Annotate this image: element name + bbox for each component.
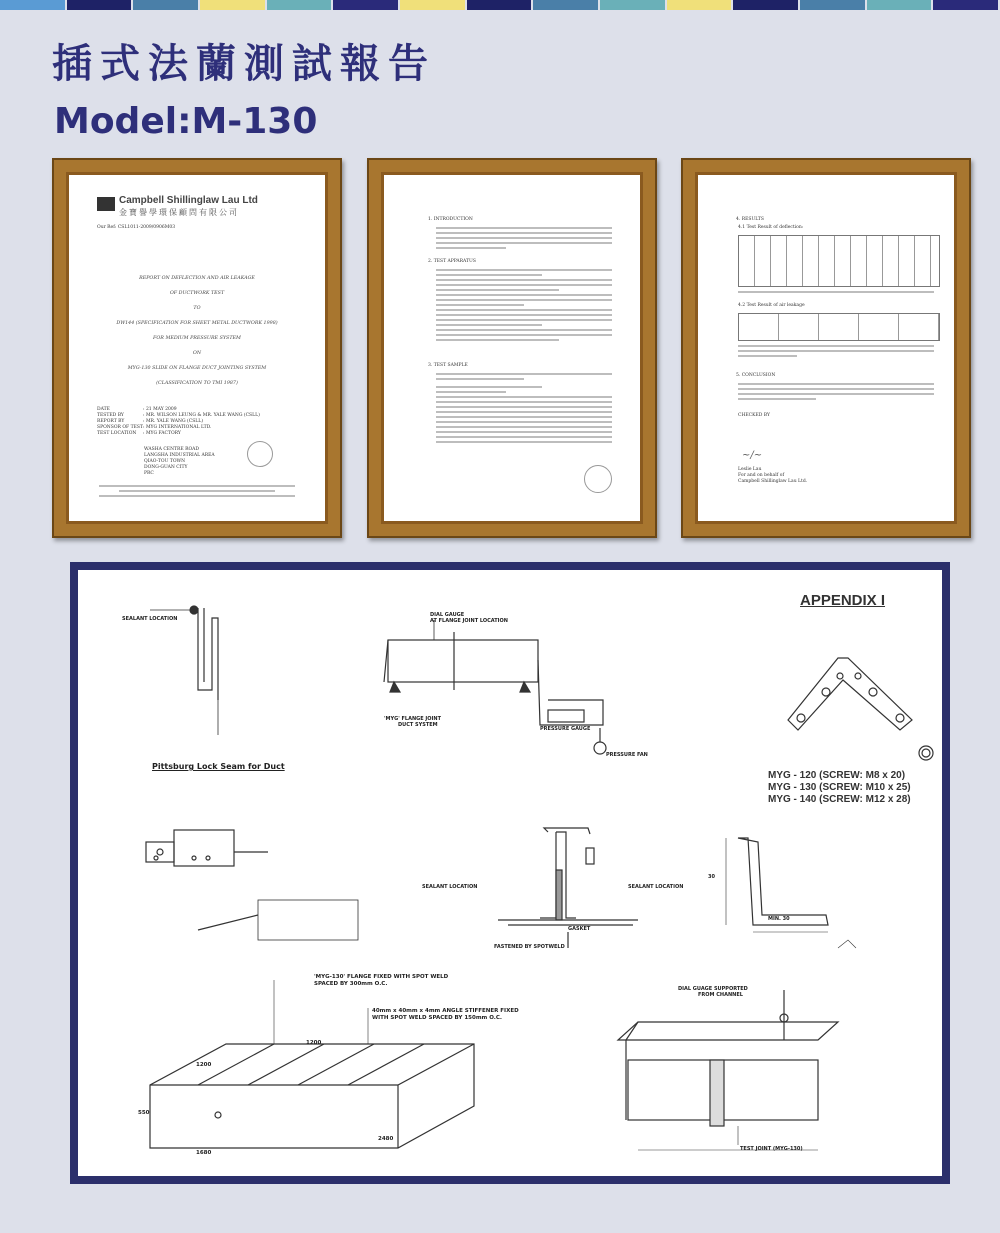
sample-text [436, 373, 612, 446]
address-line: DONG-GUAN CITY [144, 465, 188, 470]
report-page-2 [384, 175, 640, 521]
section-conclusion: 5. CONCLUSION [736, 373, 776, 378]
section-apparatus: 2. TEST APPARATUS [428, 259, 476, 264]
page-title-chinese: 插式法蘭測試報告 [52, 41, 436, 87]
top-bar-segment [400, 0, 465, 10]
top-bar-segment [800, 0, 865, 10]
address-line: QIAO-TOU TOWN [144, 459, 186, 464]
top-bar-segment [600, 0, 665, 10]
top-bar-segment [933, 0, 998, 10]
apparatus-text [436, 269, 612, 344]
leakage-note [738, 345, 934, 360]
label-flange-fixed: 'MYG-130' FLANGE FIXED WITH SPOT WELD [314, 974, 449, 980]
top-bar-segment [67, 0, 132, 10]
label-dial-supported: DIAL GUAGE SUPPORTED [678, 986, 748, 992]
technical-drawings [78, 570, 942, 1176]
top-bar-segment [533, 0, 598, 10]
model-screw-item: MYG - 140 (SCREW: M12 x 28) [768, 794, 911, 805]
label-gasket: GASKET [568, 926, 591, 932]
field-value: : MYG INTERNATIONAL LTD. [143, 425, 212, 430]
deflection-note [738, 291, 934, 296]
field-key: SPONSOR OF TEST [97, 425, 143, 430]
label-dial-gauge: DIAL GAUGE [430, 612, 465, 618]
company-stamp-icon [247, 441, 273, 467]
label-angle-stiffener: 40mm x 40mm x 4mm ANGLE STIFFENER FIXED [372, 1008, 519, 1014]
dimension-1680: 1680 [196, 1150, 212, 1156]
top-bar-segment [867, 0, 932, 10]
model-screw-list [768, 770, 911, 806]
top-bar-segment [467, 0, 532, 10]
report-heading-line: FOR MEDIUM PRESSURE SYSTEM [153, 336, 241, 341]
report-cover-page [69, 175, 325, 521]
label-angle-spacing: WITH SPOT WELD SPACED BY 150mm O.C. [372, 1015, 502, 1021]
report-heading-line: (CLASSIFICATION TO TMI 1987) [156, 381, 238, 386]
dimension-2480: 2480 [378, 1136, 394, 1142]
report-fields [97, 407, 305, 437]
label-thirty: 30 [708, 874, 715, 880]
top-bar-segment [667, 0, 732, 10]
top-bar-segment [267, 0, 332, 10]
checked-by-label: CHECKED BY [738, 413, 770, 418]
top-bar-segment [133, 0, 198, 10]
company-name: Campbell Shillinglaw Lau Ltd [119, 195, 258, 206]
test-location-address [144, 447, 215, 477]
top-bar-segment [200, 0, 265, 10]
certificate-frame-3 [681, 158, 971, 538]
intro-text [436, 227, 612, 252]
leakage-table [738, 313, 940, 341]
label-sealant-location: SEALANT LOCATION [122, 616, 178, 622]
report-heading [89, 275, 305, 395]
address-line: WASHA CENTRE ROAD [144, 447, 200, 452]
label-min30: MIN. 30 [768, 916, 790, 922]
field-key: DATE [97, 407, 110, 412]
report-heading-line: ON [192, 351, 202, 356]
dimension-1200-top: 1200 [306, 1040, 322, 1046]
top-bar-segment [733, 0, 798, 10]
label-pressure-fan: PRESSURE FAN [606, 752, 648, 758]
company-logo-icon [97, 197, 115, 211]
report-heading-line: DW144 (SPECIFICATION FOR SHEET METAL DUCTWORK 1998) [116, 321, 278, 326]
section-introduction: 1. INTRODUCTION [428, 217, 473, 222]
report-heading-line: REPORT ON DEFLECTION AND AIR LEAKAGE [139, 276, 255, 281]
report-page-3 [698, 175, 954, 521]
report-heading-line: OF DUCTWORK TEST [169, 291, 225, 296]
field-key: REPORT BY [97, 419, 125, 424]
top-color-bar [0, 0, 1000, 10]
dimension-550: 550 [138, 1110, 150, 1116]
field-key: TEST LOCATION [97, 431, 137, 436]
signatory-role: For and on behalf of [738, 473, 785, 478]
field-value: : 21 MAY 2009 [143, 407, 177, 412]
section-sample: 3. TEST SAMPLE [428, 363, 468, 368]
label-flange-spacing: SPACED BY 300mm O.C. [314, 981, 388, 987]
signatory-name: Leslie Lau [738, 467, 762, 472]
certificate-frame-2 [367, 158, 657, 538]
signatory-company: Campbell Shillinglaw Lau Ltd. [738, 479, 808, 484]
label-myg-flange: 'MYG' FLANGE JOINT [384, 716, 441, 722]
label-sealant-left: SEALANT LOCATION [422, 884, 478, 890]
field-value: : MYG FACTORY [143, 431, 181, 436]
signature-icon: ~/~ [742, 450, 763, 461]
model-screw-item: MYG - 120 (SCREW: M8 x 20) [768, 770, 906, 781]
field-key: TESTED BY [97, 413, 124, 418]
top-bar-segment [0, 0, 65, 10]
label-duct-system: DUCT SYSTEM [398, 722, 438, 728]
report-heading-line: MYG-130 SLIDE ON FLANGE DUCT JOINTING SYSTEM [127, 366, 267, 371]
dimension-1200-side: 1200 [196, 1062, 212, 1068]
certificate-frame-1 [52, 158, 342, 538]
label-test-joint: TEST JOINT (MYG-130) [740, 1146, 803, 1152]
label-from-channel: FROM CHANNEL [698, 992, 743, 998]
footer-lines [99, 485, 295, 500]
model-screw-item: MYG - 130 (SCREW: M10 x 25) [768, 782, 911, 793]
appendix-drawing-sheet [78, 570, 942, 1176]
address-line: LANGSHA INDUSTRIAL AREA [144, 453, 215, 458]
address-line: PRC [144, 471, 154, 476]
appendix-panel [70, 562, 950, 1184]
field-value: : MR. YALE WANG (CSLL) [143, 419, 204, 424]
deflection-table [738, 235, 940, 287]
deflection-subheading: 4.1 Test Result of deflection: [738, 225, 804, 230]
label-pittsburg-seam: Pittsburg Lock Seam for Duct [152, 762, 285, 771]
section-results: 4. RESULTS [736, 217, 764, 222]
company-stamp-icon [584, 465, 612, 493]
report-heading-line: TO [193, 306, 201, 311]
label-pressure-gauge: PRESSURE GAUGE [540, 726, 591, 732]
label-fastened: FASTENED BY SPOTWELD [494, 944, 565, 950]
report-field-row [97, 431, 305, 437]
label-dial-gauge-location: AT FLANGE JOINT LOCATION [430, 618, 508, 624]
leakage-subheading: 4.2 Test Result of air leakage [738, 303, 805, 308]
top-bar-segment [333, 0, 398, 10]
appendix-title: APPENDIX I [800, 592, 886, 609]
reference-number: Our Ref: CSL1011-2009/0906M03 [97, 225, 176, 230]
page-title-model: Model:M-130 [54, 101, 318, 142]
company-name-zh: 金寶譽學環保顧問有限公司 [119, 208, 239, 217]
label-sealant-right: SEALANT LOCATION [628, 884, 684, 890]
conclusion-text [738, 383, 934, 403]
field-value: : MR. WILSON LEUNG & MR. YALE WANG (CSLL) [143, 413, 260, 418]
